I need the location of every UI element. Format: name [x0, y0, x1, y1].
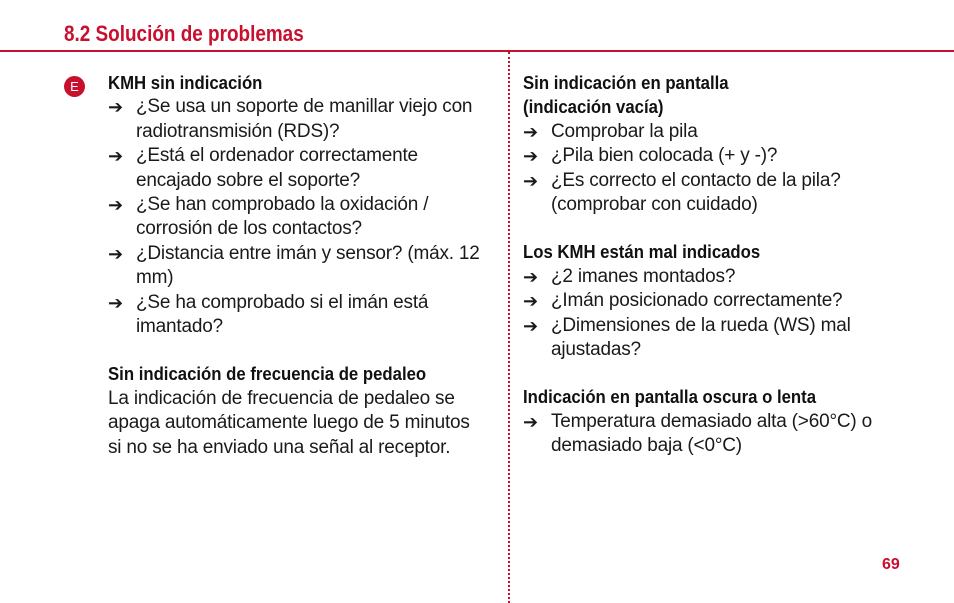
list-item	[108, 144, 488, 193]
arrow-right-icon: ➔	[108, 195, 124, 216]
list-item	[108, 291, 488, 340]
list-item	[523, 120, 923, 144]
arrow-right-icon: ➔	[108, 97, 124, 118]
section-heading: KMH sin indicación	[108, 73, 263, 93]
page-title: 8.2 Solución de problemas	[64, 21, 304, 46]
section-heading: Sin indicación de frecuencia de pedaleo	[108, 364, 427, 385]
list-item-text: ¿Pila bien colocada (+ y -)?	[551, 145, 778, 167]
section-kmh-no-display	[108, 71, 488, 339]
list-item-text: ¿Dimensiones de la rueda (WS) mal ajustadas?	[551, 314, 851, 361]
arrow-right-icon: ➔	[108, 146, 124, 167]
list-item-text: ¿Se ha comprobado si el imán está imantado?	[136, 291, 429, 338]
page-number: 69	[882, 556, 900, 573]
list-item	[523, 314, 923, 363]
section-heading: Los KMH están mal indicados	[523, 242, 761, 263]
section-heading: Indicación en pantalla oscura o lenta	[523, 387, 817, 408]
arrow-right-icon: ➔	[108, 292, 124, 313]
left-column	[108, 71, 488, 483]
list-item-text: ¿Se han comprobado la oxidación / corrosión de los contactos?	[136, 194, 429, 240]
list-item	[108, 95, 488, 144]
language-badge: E	[64, 76, 85, 97]
arrow-right-icon: ➔	[523, 266, 539, 287]
list-item	[108, 242, 488, 291]
list-item-text: ¿Es correcto el contacto de la pila? (comprobar con cuidado)	[551, 169, 841, 216]
arrow-right-icon: ➔	[523, 146, 539, 167]
list-item-text: Comprobar la pila	[551, 120, 698, 142]
section-paragraph: La indicación de frecuencia de pedaleo se apaga automáticamente luego de 5 minutos si no se ha enviado una señal al receptor.	[108, 387, 470, 458]
column-divider	[508, 52, 510, 603]
arrow-right-icon: ➔	[108, 243, 124, 264]
arrow-right-icon: ➔	[523, 170, 539, 191]
section-cadence-no-display	[108, 362, 488, 460]
list-item	[523, 169, 923, 218]
checklist	[108, 95, 488, 339]
arrow-right-icon: ➔	[523, 411, 539, 432]
list-item	[523, 289, 923, 313]
arrow-right-icon: ➔	[523, 291, 539, 312]
section-heading-subline: (indicación vacía)	[523, 97, 664, 118]
list-item-text: ¿Se usa un soporte de manillar viejo con radiotransmisión (RDS)?	[136, 96, 473, 142]
right-column	[523, 71, 923, 482]
section-heading: Sin indicación en pantalla	[523, 73, 729, 93]
list-item-text: ¿Imán posicionado correctamente?	[551, 290, 843, 312]
list-item	[523, 144, 923, 168]
arrow-right-icon: ➔	[523, 121, 539, 142]
checklist	[523, 120, 923, 218]
arrow-right-icon: ➔	[523, 315, 539, 336]
list-item	[523, 265, 923, 289]
section-display-dark-slow	[523, 385, 923, 458]
checklist	[523, 410, 923, 459]
section-display-empty	[523, 71, 923, 217]
list-item-text: ¿Está el ordenador correctamente encajado sobre el soporte?	[136, 145, 418, 191]
checklist	[523, 265, 923, 363]
list-item	[523, 410, 923, 459]
list-item	[108, 193, 488, 242]
header-divider	[0, 50, 954, 52]
list-item-text: Temperatura demasiado alta (>60°C) o demasiado baja (<0°C)	[551, 410, 872, 457]
list-item-text: ¿Distancia entre imán y sensor? (máx. 12 mm)	[136, 242, 480, 289]
section-kmh-wrong	[523, 240, 923, 362]
list-item-text: ¿2 imanes montados?	[551, 265, 736, 287]
